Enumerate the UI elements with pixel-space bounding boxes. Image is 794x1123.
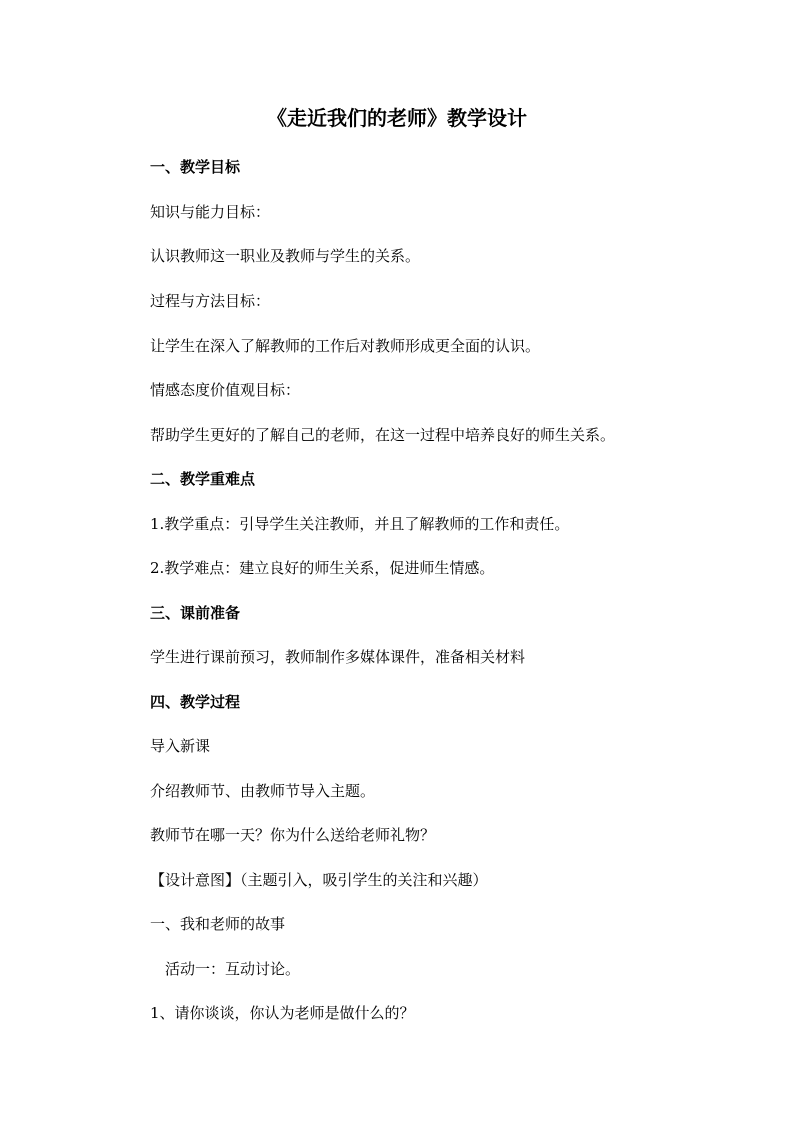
- paragraph-activity-one: 活动一：互动讨论。: [165, 960, 301, 978]
- paragraph-teachers-day-question: 教师节在哪一天？你为什么送给老师礼物？: [150, 826, 436, 844]
- section-heading-teaching-process: 四、教学过程: [150, 693, 241, 711]
- paragraph-emotion-goal: 帮助学生更好的了解自己的老师，在这一过程中培养良好的师生关系。: [150, 426, 616, 444]
- paragraph-process-goal: 让学生在深入了解教师的工作后对教师形成更全面的认识。: [150, 337, 541, 355]
- paragraph-difficult-point: 2.教学难点：建立良好的师生关系，促进师生情感。: [150, 559, 495, 577]
- paragraph-process-goal-label: 过程与方法目标：: [150, 292, 271, 310]
- paragraph-preparation: 学生进行课前预习，教师制作多媒体课件，准备相关材料: [150, 648, 526, 666]
- paragraph-knowledge-goal: 认识教师这一职业及教师与学生的关系。: [150, 247, 421, 265]
- document-title: 《走近我们的老师》教学设计: [267, 106, 527, 130]
- section-heading-key-points: 二、教学重难点: [150, 470, 256, 488]
- paragraph-design-intent: 【设计意图】（主题引入，吸引学生的关注和兴趣）: [150, 871, 488, 889]
- section-heading-teaching-goals: 一、教学目标: [150, 158, 241, 176]
- section-heading-preparation: 三、课前准备: [150, 604, 241, 622]
- paragraph-emotion-goal-label: 情感态度价值观目标：: [150, 381, 301, 399]
- paragraph-question-one: 1、请你谈谈，你认为老师是做什么的？: [150, 1004, 415, 1022]
- paragraph-introduction: 导入新课: [150, 737, 211, 755]
- paragraph-knowledge-goal-label: 知识与能力目标：: [150, 203, 271, 221]
- paragraph-teacher-story: 一、我和老师的故事: [150, 915, 286, 933]
- paragraph-key-point: 1.教学重点：引导学生关注教师，并且了解教师的工作和责任。: [150, 515, 570, 533]
- paragraph-teachers-day-intro: 介绍教师节、由教师节导入主题。: [150, 782, 376, 800]
